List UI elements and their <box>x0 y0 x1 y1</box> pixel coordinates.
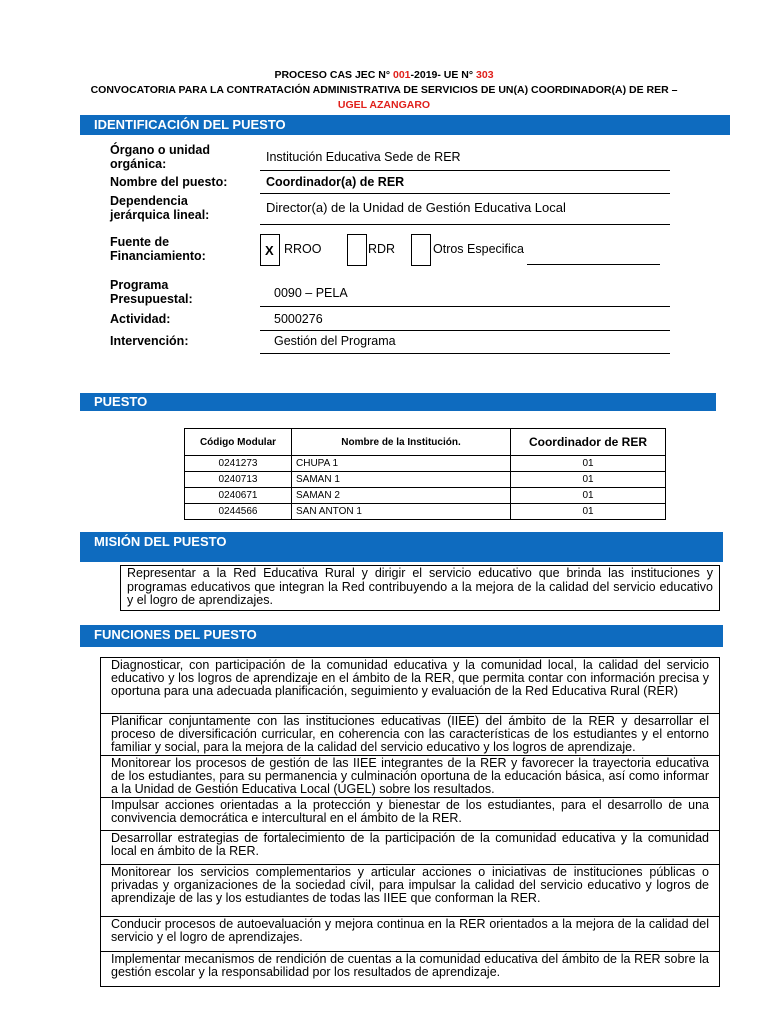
cell-nombre: SAMAN 1 <box>292 472 511 488</box>
section-identificacion: IDENTIFICACIÓN DEL PUESTO <box>80 115 730 135</box>
function-item: Desarrollar estrategias de fortalecimiento de la participación de la comunidad educativa y la comunidad local en ámbito de la RER. <box>100 831 720 865</box>
process-mid: -2019- UE N° <box>410 69 477 81</box>
programa-value: 0090 – PELA <box>274 286 348 300</box>
process-number: 001 <box>393 69 411 81</box>
cell-nombre: SAMAN 2 <box>292 488 511 504</box>
convocatoria-title: CONVOCATORIA PARA LA CONTRATACIÓN ADMINISTRATIVA DE SERVICIOS DE UN(A) COORDINADOR(A) DE RER – <box>90 84 678 96</box>
nombre-label: Nombre del puesto: <box>110 175 228 189</box>
function-item: Conducir procesos de autoevaluación y mejora continua en la RER orientados a la mejora de la calidad del servicio y el logro de aprendizajes. <box>100 917 720 952</box>
fuente-label: Fuente de Financiamiento: <box>110 235 206 263</box>
cell-codigo: 0241273 <box>185 456 292 472</box>
otros-label: Otros Especifica <box>433 242 525 256</box>
cell-coordinador: 01 <box>511 472 666 488</box>
header-codigo: Código Modular <box>185 429 292 456</box>
divider <box>260 353 670 354</box>
ugel-title: UGEL AZANGARO <box>337 99 431 111</box>
section-puesto: PUESTO <box>80 393 716 411</box>
divider <box>260 224 670 225</box>
cell-coordinador: 01 <box>511 456 666 472</box>
organo-label: Órgano o unidad orgánica: <box>110 143 210 171</box>
cell-coordinador: 01 <box>511 488 666 504</box>
function-item: Planificar conjuntamente con las instituciones educativas (IIEE) del ámbito de la RER y desarrollar el proceso de diversificación curricular, en coherencia con las características de los estudiantes y el entorno familiar y social, para la mejora de la calidad del servicio educativo y los logros de aprendizaje. <box>100 714 720 756</box>
actividad-label: Actividad: <box>110 312 171 326</box>
rroo-checkbox[interactable] <box>260 234 280 266</box>
programa-label: Programa Presupuestal: <box>110 278 193 306</box>
rdr-checkbox[interactable] <box>347 234 367 266</box>
section-mision: MISIÓN DEL PUESTO <box>80 532 723 562</box>
function-item: Monitorear los servicios complementarios y articular acciones o iniciativas de instituciones públicas o privadas y organizaciones de la sociedad civil, para impulsar la calidad del servicio educativo y logros de aprendizaje de las y los estudiantes de todas las IIEE que conforman la RER. <box>100 865 720 917</box>
divider <box>260 306 670 307</box>
cell-codigo: 0240713 <box>185 472 292 488</box>
cell-nombre: SAN ANTON 1 <box>292 504 511 520</box>
rdr-label: RDR <box>368 242 396 256</box>
header-coordinador: Coordinador de RER <box>511 429 666 456</box>
cell-codigo: 0244566 <box>185 504 292 520</box>
divider <box>260 330 670 331</box>
function-item: Monitorear los procesos de gestión de las IIEE integrantes de la RER y favorecer la trayectoria educativa de los estudiantes, para su permanencia y culminación oportuna de la educación básica, así como informar a la Unidad de Gestión Educativa Local (UGEL) sobre los resultados. <box>100 756 720 798</box>
intervencion-value: Gestión del Programa <box>274 334 396 348</box>
function-item: Diagnosticar, con participación de la comunidad educativa y la comunidad local, la calidad del servicio educativo y los logros de aprendizaje en el ámbito de la RER, que permita contar con información precisa y oportuna para una adecuada planificación, seguimiento y evaluación de la Red Educativa Rural (RER) <box>100 657 720 714</box>
otros-checkbox[interactable] <box>411 234 431 266</box>
function-item: Impulsar acciones orientadas a la protección y bienestar de los estudiantes, para el desarrollo de una convivencia democrática e intercultural en el ámbito de la RER. <box>100 798 720 831</box>
rroo-label: RROO <box>284 242 322 256</box>
dependencia-value: Director(a) de la Unidad de Gestión Educativa Local <box>266 200 566 215</box>
cell-nombre: CHUPA 1 <box>292 456 511 472</box>
process-title <box>0 68 768 82</box>
section-funciones: FUNCIONES DEL PUESTO <box>80 625 723 647</box>
actividad-value: 5000276 <box>274 312 323 326</box>
table-row <box>185 488 666 504</box>
nombre-value: Coordinador(a) de RER <box>266 175 405 189</box>
cell-coordinador: 01 <box>511 504 666 520</box>
table-row <box>185 456 666 472</box>
process-prefix: PROCESO CAS JEC N° <box>274 69 393 81</box>
dependencia-label: Dependencia jerárquica lineal: <box>110 194 210 222</box>
check-mark: X <box>265 243 274 258</box>
otros-specify-line <box>527 264 660 265</box>
table-row <box>185 472 666 488</box>
organo-value: Institución Educativa Sede de RER <box>266 150 461 164</box>
mision-text: Representar a la Red Educativa Rural y dirigir el servicio educativo que brinda las instituciones y programas educativos que integran la Red contribuyendo a la mejora de la calidad del servicio educativo y el logro de aprendizajes. <box>120 565 720 611</box>
table-row <box>185 504 666 520</box>
ue-number: 303 <box>476 69 494 81</box>
divider <box>260 170 670 171</box>
cell-codigo: 0240671 <box>185 488 292 504</box>
header-nombre: Nombre de la Institución. <box>292 429 511 456</box>
intervencion-label: Intervención: <box>110 334 189 348</box>
table-header-row <box>185 429 666 456</box>
function-item: Implementar mecanismos de rendición de cuentas a la comunidad educativa del ámbito de la RER sobre la gestión escolar y la responsabilidad por los resultados de aprendizaje. <box>100 952 720 987</box>
institutions-table <box>184 428 666 520</box>
divider <box>260 193 670 194</box>
